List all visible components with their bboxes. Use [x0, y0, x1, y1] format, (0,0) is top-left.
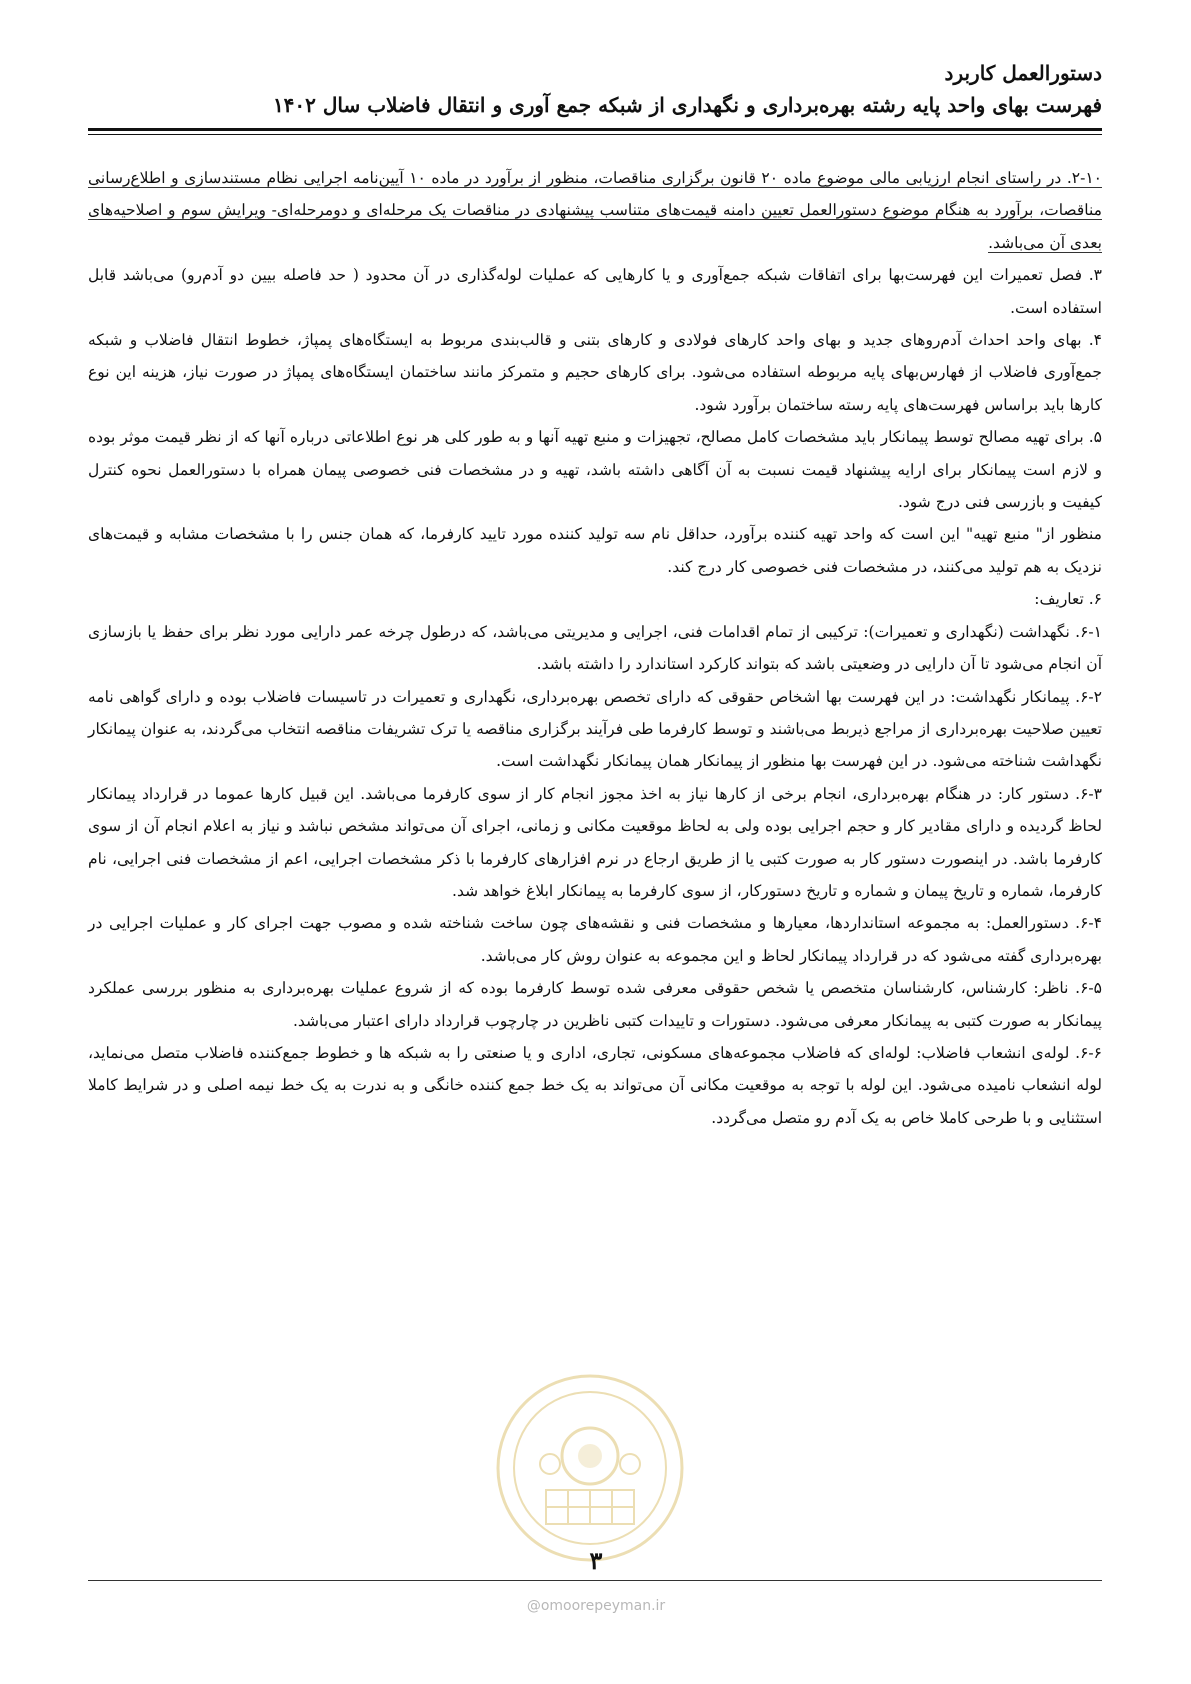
header-subtitle: فهرست بهای واحد پایه رشته بهره‌برداری و نگهداری از شبکه جمع آوری و انتقال فاضلاب سال ۱۴۰۲	[272, 93, 1102, 117]
paragraph-3: ۳. فصل تعمیرات این فهرست‌بها برای اتفاقات شبکه جمع‌آوری و یا کارهایی که عملیات لوله‌گذاری در آن محدود ( حد فاصله بیین دو آدم‌رو) می‌باشد قابل استفاده است.	[88, 266, 1102, 317]
header-rule-thick	[88, 128, 1102, 131]
page-number: ۳	[589, 1546, 603, 1575]
paragraph-6-1: ۶-۱. نگهداشت (نگهداری و تعمیرات): ترکیبی از تمام اقدامات فنی، اجرایی و مدیریتی می‌باشد، که درطول چرخه عمر دارایی مورد نظر برای حفظ یا بازسازی آن انجام می‌شود تا آن دارایی در وضعیتی باشد که بتواند کارکرد استاندارد را داشته باشد.	[88, 622, 1102, 674]
paragraph-4: ۴. بهای واحد احداث آدم‌روهای جدید و بهای واحد کارهای فولادی و کارهای بتنی و قالب‌بندی مربوط به ایستگاه‌های پمپاژ، خطوط انتقال فاضلاب و شبکه جمع‌آوری فاضلاب از فهارس‌بهای پایه مربوطه استفاده می‌شود. برای کارهای حجیم و متمرکز مانند ساختمان ایستگاه‌های پمپاژ در صورت نیاز، هزینه این نوع کارها باید براساس فهرست‌های پایه رسته ساختمان برآورد شود.	[88, 331, 1102, 414]
paragraph-6-3: ۶-۳. دستور کار: در هنگام بهره‌برداری، انجام برخی از کارها نیاز به اخذ مجوز انجام کار از سوی کارفرما می‌باشد. این قبیل کارها عموما در قرارداد پیمانکار لحاظ گردیده و دارای مقادیر کار و حجم اجرایی بوده ولی به لحاظ موقعیت مکانی و زمانی، اجرای آن می‌تواند مشخص نباشد و نیاز به اعلام انجام آن از سوی کارفرما باشد. در اینصورت دستور کار به صورت کتبی یا از طریق ارجاع در نرم افزارهای کارفرما با ذکر مشخصات اجرایی، اعم از مشخصات فنی اجرایی، نام کارفرما، شماره و تاریخ پیمان و شماره و تاریخ دستورکار، از سوی کارفرما به پیمانکار ابلاغ خواهد شد.	[88, 784, 1102, 900]
document-body	[88, 162, 1102, 1134]
paragraph-text: ۲-۱۰. در راستای انجام ارزیابی مالی موضوع ماده ۲۰ قانون برگزاری مناقصات، منظور از برآورد در ماده ۱۰ آیین‌نامه اجرایی نظام مستندسازی و اطلاع‌رسانی مناقصات، برآورد به هنگام موضوع دستورالعمل تعیین دامنه قیمت‌های متناسب پیشنهادی در مناقصات یک مرحله‌ای و دومرحله‌ای- ویرایش سوم و اصلاحیه‌های بعدی آن می‌باشد.	[88, 169, 1102, 252]
paragraph-6-2: ۶-۲. پیمانکار نگهداشت: در این فهرست بها اشخاص حقوقی که دارای تخصص بهره‌برداری، نگهداری و تعمیرات در تاسیسات فاضلاب بوده و دارای گواهی نامه تعیین صلاحیت بهره‌برداری از مراجع ذیربط می‌باشند و توسط کارفرما طی فرآیند برگزاری مناقصه یا ترک تشریفات مناقصه انتخاب می‌گردند، به عنوان پیمانکار نگهداشت شناخته می‌شود. در این فهرست بها منظور از پیمانکار همان پیمانکار نگهداشت است.	[88, 687, 1102, 771]
paragraph-source-definition: منظور از" منبع تهیه" این است که واحد تهیه کننده برآورد، حداقل نام سه تولید کننده مورد تایید کارفرما، که همان جنس را با مشخصات مشابه و قیمت‌های نزدیک به هم تولید می‌کنند، در مشخصات فنی خصوصی کار درج کند.	[88, 525, 1102, 576]
paragraph-6-5: ۶-۵. ناظر: کارشناس، کارشناسان متخصص یا شخص حقوقی معرفی شده توسط کارفرما بوده که از شروع عملیات بهره‌برداری به منظور بررسی عملکرد پیمانکار به صورت کتبی به پیمانکار معرفی می‌شود. دستورات و تاییدات کتبی ناظرین در چارچوب قرارداد دارای اعتبار می‌باشد.	[88, 979, 1102, 1030]
paragraph-6-4: ۶-۴. دستورالعمل: به مجموعه استانداردها، معیارها و مشخصات فنی و نقشه‌های چون ساخت شناخته شده و مصوب جهت اجرای کار و عملیات اجرایی در بهره‌برداری گفته می‌شود که در قرارداد پیمانکار لحاظ و این مجموعه به عنوان روش کار می‌باشد.	[88, 914, 1102, 965]
paragraph-6-heading: ۶. تعاریف:	[1034, 590, 1102, 609]
footer-rule	[88, 1580, 1102, 1581]
site-watermark-text: @omoorepeyman.ir	[526, 1598, 666, 1614]
paragraph-2-10	[88, 162, 1102, 259]
paragraph-5: ۵. برای تهیه مصالح توسط پیمانکار باید مشخصات کامل مصالح، تجهیزات و منبع تهیه آنها و به طور کلی هر نوع اطلاعاتی درباره آنها که از نظر قیمت موثر بوده و لازم است پیمانکار برای ارایه پیشنهاد قیمت نسبت به آن آگاهی داشته باشد، تهیه و در مشخصات فنی خصوصی پیمان همراه با دستورالعمل نحوه کنترل کیفیت و بازرسی فنی درج شود.	[88, 428, 1102, 512]
header-title: دستورالعمل کاربرد	[944, 61, 1102, 85]
page-header	[88, 58, 1102, 122]
paragraph-6-6: ۶-۶. لوله‌ی انشعاب فاضلاب: لوله‌ای که فاضلاب مجموعه‌های مسکونی، تجاری، اداری و یا صنعتی را به شبکه ها و خطوط جمع‌کننده فاضلاب متصل می‌نماید، لوله انشعاب نامیده می‌شود. این لوله با توجه به موقعیت مکانی آن می‌تواند به یک خط جمع کننده خانگی و به ندرت به یک خط نیمه اصلی و در شرایط کاملا استثنایی و با طرحی کاملا خاص به یک آدم رو متصل می‌گردد.	[88, 1043, 1102, 1127]
header-rule-thin	[88, 134, 1102, 135]
watermark-seal-icon	[490, 1368, 690, 1568]
